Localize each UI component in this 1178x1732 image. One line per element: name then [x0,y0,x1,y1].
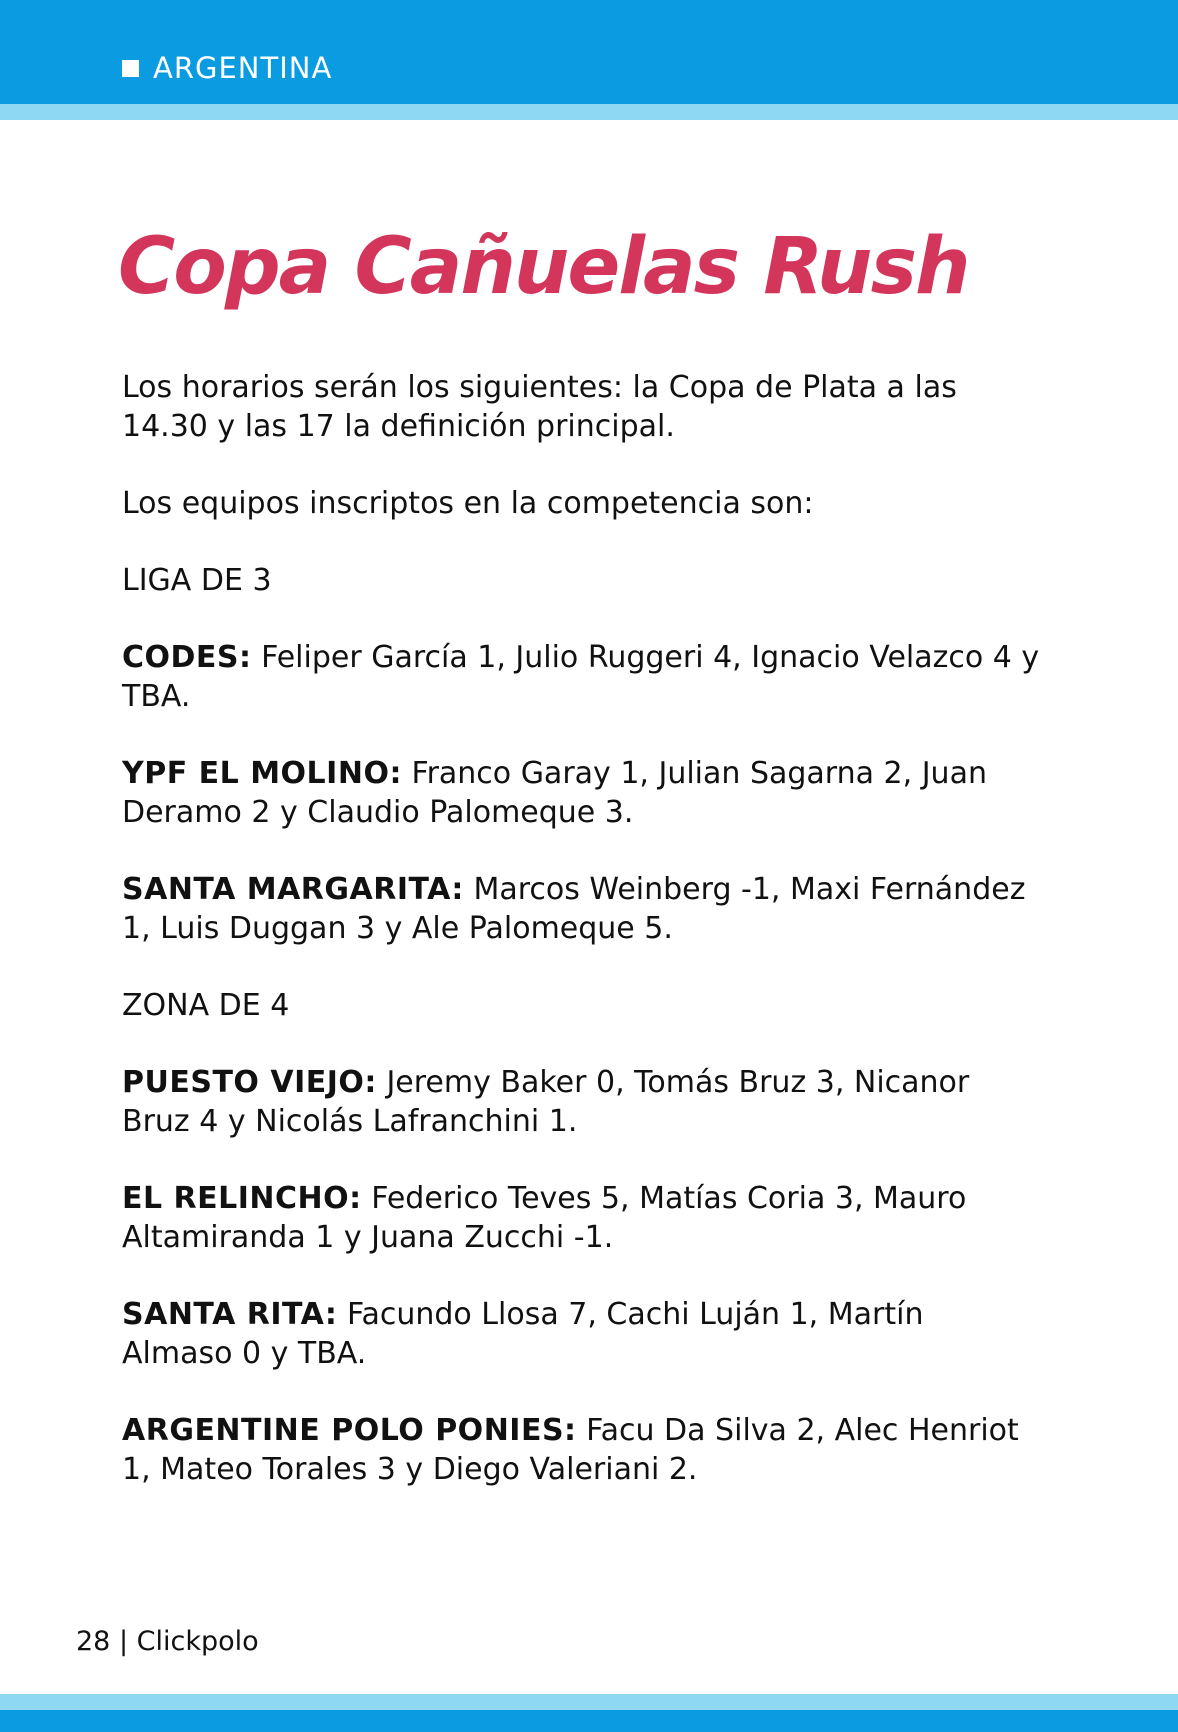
team-entry-santa-margarita [122,870,1042,948]
team-entry-argentine-polo-ponies [122,1411,1042,1489]
section-label [122,48,332,88]
teams-intro-paragraph: Los equipos inscriptos en la competencia son: [122,486,814,521]
article-body [122,368,1042,1527]
team-entry-codes [122,638,1042,716]
footer-stripe [0,1694,1178,1710]
team-entry-ypf-el-molino [122,754,1042,832]
team-players: Jeremy Baker 0, Tomás Bruz 3, Nicanor Bruz 4 y Nicolás Lafranchini 1. [122,1065,970,1139]
page-footer: 28 | Clickpolo [76,1626,259,1657]
team-name: ARGENTINE POLO PONIES: [122,1413,577,1448]
team-name: CODES: [122,640,252,675]
group-heading-zona-de-4: ZONA DE 4 [122,988,290,1023]
team-players: Facu Da Silva 2, Alec Henriot 1, Mateo Torales 3 y Diego Valeriani 2. [122,1413,1019,1487]
team-players: Franco Garay 1, Julian Sagarna 2, Juan Deramo 2 y Claudio Palomeque 3. [122,756,987,830]
team-players: Facundo Llosa 7, Cachi Luján 1, Martín Almaso 0 y TBA. [122,1297,924,1371]
team-name: EL RELINCHO: [122,1181,362,1216]
team-entry-el-relincho [122,1179,1042,1257]
team-players: Marcos Weinberg -1, Maxi Fernández 1, Luis Duggan 3 y Ale Palomeque 5. [122,872,1026,946]
article-title: Copa Cañuelas Rush [118,222,969,312]
header-stripe [0,104,1178,120]
group-heading-liga-de-3: LIGA DE 3 [122,563,272,598]
team-entry-santa-rita [122,1295,1042,1373]
team-entry-puesto-viejo [122,1063,1042,1141]
team-name: YPF EL MOLINO: [122,756,402,791]
team-name: SANTA MARGARITA: [122,872,464,907]
team-players: Feliper García 1, Julio Ruggeri 4, Ignacio Velazco 4 y TBA. [122,640,1040,714]
team-name: SANTA RITA: [122,1297,338,1332]
footer-band [0,1710,1178,1732]
section-name: ARGENTINA [153,51,333,85]
square-bullet-icon [122,60,139,77]
intro-paragraph: Los horarios serán los siguientes: la Copa de Plata a las 14.30 y las 17 la definición principal. [122,370,957,444]
team-players: Federico Teves 5, Matías Coria 3, Mauro Altamiranda 1 y Juana Zucchi -1. [122,1181,967,1255]
team-name: PUESTO VIEJO: [122,1065,377,1100]
